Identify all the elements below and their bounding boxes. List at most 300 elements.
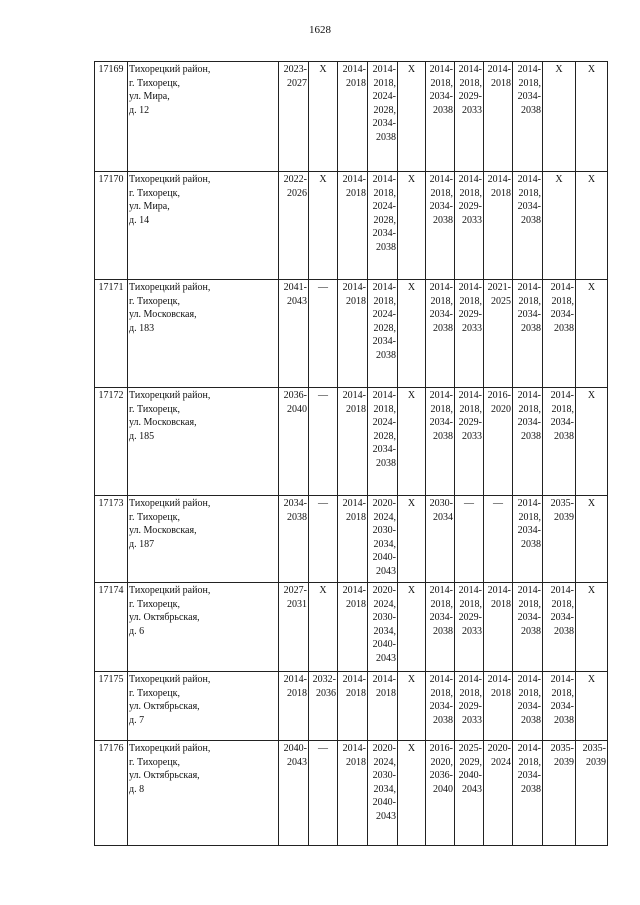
table-body (95, 62, 608, 846)
period-line: 2018, (518, 403, 541, 415)
address-cell (128, 741, 279, 846)
period-line: 2018 (346, 756, 366, 768)
mark-text: X (587, 498, 596, 509)
period-line: 2014- (517, 64, 541, 75)
period-line: 2014- (342, 282, 366, 293)
period-line: 2014- (550, 390, 574, 401)
record-number: 17173 (95, 496, 128, 583)
period-cell (543, 172, 576, 280)
address-line: д. 14 (129, 214, 150, 226)
period-line: 2018, (373, 77, 396, 89)
mark-text: X (407, 498, 416, 509)
period-cell (309, 280, 338, 388)
period-line: 2014- (517, 585, 541, 596)
period-cell (576, 583, 608, 672)
mark-text: X (555, 174, 563, 185)
period-line: 2033 (462, 714, 482, 726)
period-line: 2018, (551, 598, 574, 610)
period-line: 2034, (373, 538, 396, 550)
period-line: 2031 (287, 598, 307, 610)
period-cell (576, 62, 608, 172)
address-line: д. 12 (129, 104, 150, 116)
record-number: 17172 (95, 388, 128, 496)
table-row (95, 388, 608, 496)
period-line: 2038 (433, 625, 453, 637)
period-line: 2014- (342, 498, 366, 509)
period-cell (576, 672, 608, 741)
period-cell (309, 583, 338, 672)
period-line: 2018, (518, 77, 541, 89)
period-cell (576, 388, 608, 496)
period-cell (309, 172, 338, 280)
period-cell (338, 172, 368, 280)
period-line: 2018 (376, 687, 396, 699)
address-line: Тихорецкий район, (129, 390, 211, 401)
mark-text: X (407, 674, 416, 685)
period-cell (576, 280, 608, 388)
period-cell (455, 672, 484, 741)
period-line: 2033 (462, 322, 482, 334)
address-line: ул. Мира, (129, 201, 170, 213)
period-line: 2022- (283, 174, 307, 185)
period-cell (338, 583, 368, 672)
period-cell (513, 496, 543, 583)
address-line: г. Тихорецк, (129, 187, 180, 199)
period-line: 2041- (283, 282, 307, 293)
period-cell (309, 388, 338, 496)
period-cell (484, 672, 513, 741)
mark-text: X (587, 282, 596, 293)
mark-text: X (319, 585, 327, 596)
period-line: 2028, (373, 214, 396, 226)
period-cell (484, 280, 513, 388)
period-line: 2036- (283, 390, 307, 401)
period-line: 2014- (429, 64, 453, 75)
period-line: 2034- (372, 118, 396, 130)
page-number: 1628 (309, 24, 331, 36)
mark-text: X (587, 64, 596, 75)
period-line: 2038 (287, 511, 307, 523)
period-line: 2043 (376, 652, 396, 664)
period-line: 2034- (517, 612, 541, 624)
record-number: 17169 (95, 62, 128, 172)
record-number: 17170 (95, 172, 128, 280)
period-line: 2024- (372, 91, 396, 103)
period-line: 2034- (429, 701, 453, 713)
period-line: 2025 (491, 295, 511, 307)
mark-text: — (318, 498, 328, 509)
period-line: 2038 (521, 625, 541, 637)
period-cell (543, 672, 576, 741)
period-line: 2040- (372, 639, 396, 651)
period-line: 2034- (517, 701, 541, 713)
mark-text: — (318, 390, 328, 401)
period-line: 2029, (459, 756, 482, 768)
period-line: 2034- (372, 228, 396, 240)
period-line: 2018, (430, 187, 453, 199)
address-line: г. Тихорецк, (129, 687, 180, 699)
period-cell (309, 496, 338, 583)
period-line: 2026 (287, 187, 307, 199)
period-line: 2020- (372, 498, 396, 509)
period-line: 2038 (433, 714, 453, 726)
period-line: 2040- (458, 770, 482, 782)
period-line: 2014- (458, 64, 482, 75)
period-line: 2038 (521, 714, 541, 726)
period-line: 2029- (458, 309, 482, 321)
housing-register-table (94, 61, 608, 846)
period-line: 2014- (458, 585, 482, 596)
address-line: д. 6 (129, 625, 145, 637)
period-line: 2024- (372, 309, 396, 321)
period-cell (484, 741, 513, 846)
address-line: г. Тихорецк, (129, 756, 180, 768)
period-cell (279, 62, 309, 172)
period-cell (338, 672, 368, 741)
period-line: 2014- (372, 64, 396, 75)
record-number: 17176 (95, 741, 128, 846)
address-line: Тихорецкий район, (129, 64, 211, 75)
period-cell (543, 583, 576, 672)
period-line: 2014- (550, 674, 574, 685)
period-line: 2039 (586, 756, 606, 768)
period-line: 2034- (517, 417, 541, 429)
period-line: 2034- (550, 417, 574, 429)
period-line: 2014- (517, 282, 541, 293)
period-line: 2020- (372, 743, 396, 754)
record-number: 17175 (95, 672, 128, 741)
period-line: 2020- (372, 585, 396, 596)
period-line: 2028, (373, 104, 396, 116)
period-line: 2038 (554, 430, 574, 442)
period-line: 2018, (430, 403, 453, 415)
period-line: 2018, (518, 598, 541, 610)
period-cell (455, 388, 484, 496)
period-line: 2038 (521, 783, 541, 795)
period-line: 2018, (518, 295, 541, 307)
period-line: 2018, (518, 511, 541, 523)
period-line: 2014- (429, 282, 453, 293)
period-line: 2038 (433, 430, 453, 442)
period-cell (543, 741, 576, 846)
period-cell (368, 172, 398, 280)
period-cell (484, 583, 513, 672)
period-cell (368, 583, 398, 672)
period-line: 2035- (550, 498, 574, 509)
period-line: 2030- (372, 612, 396, 624)
period-line: 2030- (372, 525, 396, 537)
period-line: 2018 (491, 687, 511, 699)
period-line: 2024, (373, 598, 396, 610)
period-line: 2036 (316, 687, 336, 699)
mark-text: X (407, 390, 416, 401)
period-cell (576, 741, 608, 846)
table-row (95, 672, 608, 741)
period-line: 2018 (491, 187, 511, 199)
period-cell (398, 388, 426, 496)
mark-text: X (407, 64, 416, 75)
period-line: 2020- (487, 743, 511, 754)
period-line: 2039 (554, 511, 574, 523)
address-cell (128, 280, 279, 388)
period-line: 2038 (376, 131, 396, 143)
period-cell (455, 172, 484, 280)
address-line: д. 187 (129, 538, 155, 550)
period-line: 2014- (517, 174, 541, 185)
period-line: 2018, (518, 187, 541, 199)
period-cell (484, 172, 513, 280)
address-line: Тихорецкий район, (129, 498, 211, 509)
address-line: Тихорецкий район, (129, 674, 211, 685)
period-line: 2036- (429, 770, 453, 782)
table-row (95, 583, 608, 672)
period-line: 2014- (342, 674, 366, 685)
period-cell (338, 62, 368, 172)
period-line: 2033 (462, 430, 482, 442)
period-line: 2018 (346, 687, 366, 699)
period-line: 2034- (429, 91, 453, 103)
period-cell (309, 62, 338, 172)
mark-text: X (407, 585, 416, 596)
period-line: 2038 (433, 214, 453, 226)
period-cell (398, 280, 426, 388)
period-line: 2028, (373, 322, 396, 334)
address-line: д. 8 (129, 783, 145, 795)
address-cell (128, 388, 279, 496)
period-line: 2014- (342, 390, 366, 401)
period-line: 2038 (521, 104, 541, 116)
period-line: 2034 (433, 511, 453, 523)
period-cell (455, 496, 484, 583)
period-cell (543, 496, 576, 583)
period-cell (368, 388, 398, 496)
period-line: 2038 (521, 214, 541, 226)
period-line: 2014- (458, 674, 482, 685)
period-cell (309, 672, 338, 741)
period-line: 2024- (372, 417, 396, 429)
period-cell (455, 741, 484, 846)
period-line: 2034- (283, 498, 307, 509)
period-line: 2018, (430, 598, 453, 610)
period-line: 2038 (376, 241, 396, 253)
period-line: 2034- (429, 201, 453, 213)
period-line: 2014- (487, 585, 511, 596)
period-cell (426, 388, 455, 496)
period-line: 2014- (283, 674, 307, 685)
period-line: 2014- (372, 174, 396, 185)
period-line: 2034- (550, 309, 574, 321)
period-line: 2043 (287, 295, 307, 307)
mark-text: X (319, 174, 327, 185)
mark-text: — (318, 743, 328, 754)
period-cell (513, 280, 543, 388)
period-cell (338, 741, 368, 846)
period-cell (279, 583, 309, 672)
period-line: 2018 (491, 598, 511, 610)
mark-text: X (407, 743, 416, 754)
period-cell (368, 496, 398, 583)
period-line: 2038 (554, 322, 574, 334)
period-line: 2040 (287, 403, 307, 415)
period-line: 2014- (429, 674, 453, 685)
period-line: 2029- (458, 417, 482, 429)
period-line: 2040- (372, 797, 396, 809)
period-line: 2027- (283, 585, 307, 596)
period-line: 2014- (342, 585, 366, 596)
period-cell (398, 62, 426, 172)
period-line: 2018 (346, 598, 366, 610)
period-cell (455, 62, 484, 172)
address-line: ул. Московская, (129, 309, 197, 321)
period-line: 2038 (433, 104, 453, 116)
period-line: 2018, (459, 77, 482, 89)
period-line: 2014- (342, 174, 366, 185)
period-cell (513, 172, 543, 280)
period-line: 2029- (458, 201, 482, 213)
period-cell (484, 62, 513, 172)
period-line: 2033 (462, 625, 482, 637)
period-line: 2043 (287, 756, 307, 768)
period-line: 2035- (550, 743, 574, 754)
period-line: 2034- (550, 612, 574, 624)
period-line: 2014- (429, 174, 453, 185)
period-cell (279, 496, 309, 583)
period-line: 2018, (551, 687, 574, 699)
period-line: 2043 (376, 810, 396, 822)
period-cell (543, 62, 576, 172)
address-line: Тихорецкий район, (129, 282, 211, 293)
period-line: 2014- (372, 390, 396, 401)
period-line: 2028, (373, 430, 396, 442)
period-cell (513, 741, 543, 846)
period-line: 2033 (462, 214, 482, 226)
period-line: 2023- (283, 64, 307, 75)
period-line: 2029- (458, 701, 482, 713)
period-line: 2014- (458, 390, 482, 401)
period-cell (398, 172, 426, 280)
period-line: 2034- (517, 525, 541, 537)
period-line: 2018 (287, 687, 307, 699)
period-line: 2034- (429, 417, 453, 429)
mark-text: X (407, 174, 416, 185)
period-line: 2043 (376, 565, 396, 577)
period-cell (338, 496, 368, 583)
address-line: ул. Московская, (129, 525, 197, 537)
period-line: 2018 (346, 511, 366, 523)
address-line: Тихорецкий район, (129, 743, 211, 754)
period-cell (279, 172, 309, 280)
period-line: 2032- (312, 674, 336, 685)
period-line: 2034- (372, 336, 396, 348)
record-number: 17171 (95, 280, 128, 388)
period-cell (398, 583, 426, 672)
period-line: 2025- (458, 743, 482, 754)
period-line: 2034- (550, 701, 574, 713)
period-line: 2018, (459, 598, 482, 610)
period-cell (279, 280, 309, 388)
address-line: ул. Октябрьская, (129, 770, 200, 782)
period-line: 2018 (346, 295, 366, 307)
period-cell (368, 741, 398, 846)
period-line: 2029- (458, 91, 482, 103)
address-line: г. Тихорецк, (129, 598, 180, 610)
period-line: 2038 (521, 430, 541, 442)
period-line: 2018 (346, 187, 366, 199)
period-cell (426, 496, 455, 583)
period-cell (426, 280, 455, 388)
address-cell (128, 672, 279, 741)
period-cell (368, 62, 398, 172)
table-row (95, 741, 608, 846)
period-line: 2018, (373, 403, 396, 415)
period-line: 2030- (429, 498, 453, 509)
period-line: 2018, (551, 295, 574, 307)
period-line: 2020 (491, 403, 511, 415)
period-line: 2038 (554, 714, 574, 726)
period-line: 2018, (459, 687, 482, 699)
period-cell (279, 672, 309, 741)
period-cell (513, 672, 543, 741)
period-line: 2043 (462, 783, 482, 795)
period-line: 2038 (376, 349, 396, 361)
address-line: д. 7 (129, 714, 145, 726)
period-cell (338, 388, 368, 496)
period-line: 2030- (372, 770, 396, 782)
period-cell (398, 672, 426, 741)
period-line: 2014- (517, 674, 541, 685)
period-line: 2018, (551, 403, 574, 415)
period-cell (426, 672, 455, 741)
period-line: 2016- (487, 390, 511, 401)
period-line: 2018, (373, 187, 396, 199)
period-cell (426, 172, 455, 280)
address-line: ул. Октябрьская, (129, 612, 200, 624)
period-line: 2035- (582, 743, 606, 754)
period-cell (279, 388, 309, 496)
address-line: д. 183 (129, 322, 155, 334)
address-line: д. 185 (129, 430, 155, 442)
period-line: 2014- (487, 674, 511, 685)
mark-text: X (555, 64, 563, 75)
period-line: 2034- (517, 309, 541, 321)
period-line: 2014- (517, 743, 541, 754)
mark-text: X (319, 64, 327, 75)
period-line: 2038 (521, 538, 541, 550)
address-line: Тихорецкий район, (129, 585, 211, 596)
period-line: 2018, (459, 403, 482, 415)
period-line: 2039 (554, 756, 574, 768)
period-line: 2024, (373, 756, 396, 768)
period-line: 2014- (487, 174, 511, 185)
period-line: 2040- (283, 743, 307, 754)
period-line: 2014- (458, 282, 482, 293)
address-line: ул. Московская, (129, 417, 197, 429)
period-cell (368, 280, 398, 388)
period-cell (484, 388, 513, 496)
period-cell (426, 741, 455, 846)
period-line: 2018 (346, 403, 366, 415)
period-cell (513, 388, 543, 496)
period-line: 2018, (459, 295, 482, 307)
period-line: 2034- (517, 201, 541, 213)
period-line: 2014- (372, 282, 396, 293)
period-line: 2018, (518, 687, 541, 699)
period-line: 2024, (373, 511, 396, 523)
period-cell (426, 583, 455, 672)
address-line: г. Тихорецк, (129, 511, 180, 523)
period-cell (398, 496, 426, 583)
period-line: 2016- (429, 743, 453, 754)
